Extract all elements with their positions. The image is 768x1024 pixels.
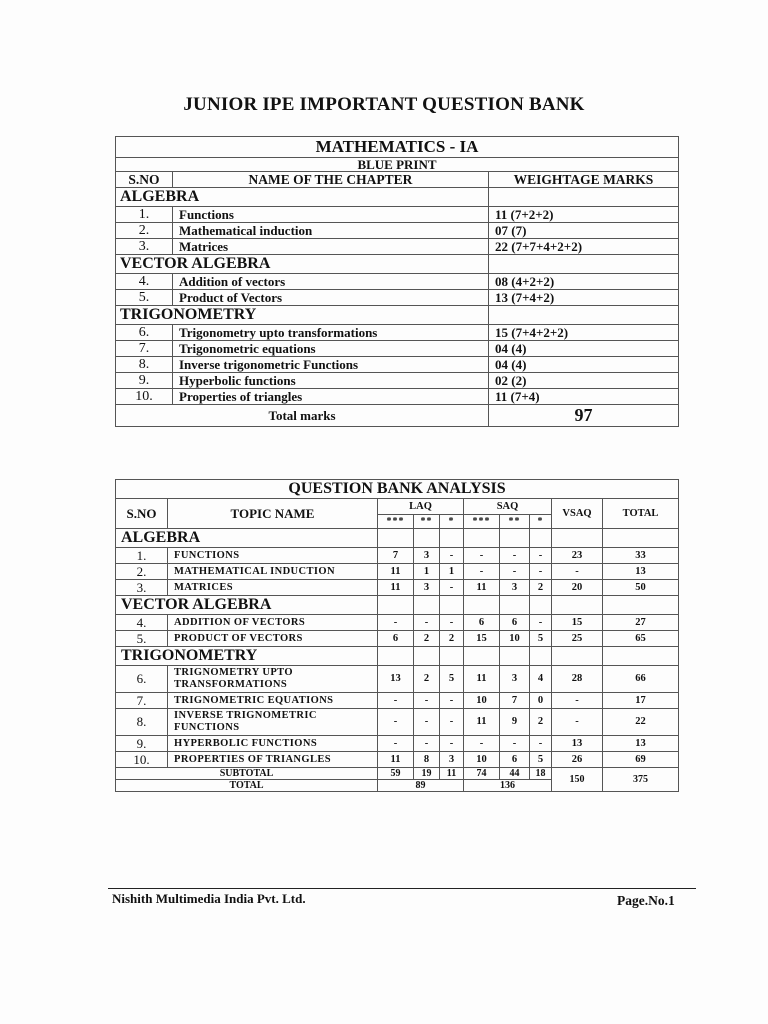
analysis-topic-row	[116, 580, 679, 596]
chapter-sno: 2.	[116, 223, 173, 239]
topic-count: -	[464, 736, 500, 752]
analysis-section-blank	[603, 647, 679, 666]
topic-sno: 8.	[116, 709, 168, 736]
blueprint-title-row	[116, 137, 679, 158]
analysis-section-blank	[378, 529, 414, 548]
chapter-sno: 8.	[116, 357, 173, 373]
subtotal-value: 11	[440, 768, 464, 780]
saq-header: SAQ	[464, 499, 552, 515]
blueprint-section-row	[116, 255, 679, 274]
topic-count: -	[440, 548, 464, 564]
blueprint-chapter-row	[116, 373, 679, 389]
analysis-topic-row	[116, 631, 679, 647]
chapter-weightage: 04 (4)	[489, 357, 679, 373]
topic-count: 5	[440, 666, 464, 693]
topic-count: 27	[603, 615, 679, 631]
topic-count: 28	[552, 666, 603, 693]
topic-count: 7	[378, 548, 414, 564]
footer-divider	[108, 888, 696, 889]
chapter-weightage: 22 (7+7+4+2+2)	[489, 239, 679, 255]
topic-count: -	[440, 709, 464, 736]
topic-count: 6	[464, 615, 500, 631]
analysis-topic-row	[116, 615, 679, 631]
blueprint-section-blank	[489, 306, 679, 325]
blueprint-chapter-row	[116, 207, 679, 223]
topic-count: 10	[464, 693, 500, 709]
analysis-section-row	[116, 596, 679, 615]
topic-count: 22	[603, 709, 679, 736]
topic-count: 0	[530, 693, 552, 709]
analysis-section-blank	[603, 529, 679, 548]
analysis-section-blank	[414, 596, 440, 615]
chapter-name: Mathematical induction	[173, 223, 489, 239]
topic-count: 69	[603, 752, 679, 768]
blueprint-section-heading: VECTOR ALGEBRA	[116, 255, 489, 274]
topic-count: 6	[378, 631, 414, 647]
analysis-section-blank	[378, 596, 414, 615]
topic-count: 3	[500, 666, 530, 693]
subtotal-value: 19	[414, 768, 440, 780]
analysis-topic-row	[116, 709, 679, 736]
topic-count: -	[530, 548, 552, 564]
analysis-section-blank	[440, 529, 464, 548]
analysis-section-blank	[530, 647, 552, 666]
topic-count: 2	[440, 631, 464, 647]
topic-count: -	[414, 709, 440, 736]
analysis-section-heading: VECTOR ALGEBRA	[116, 596, 378, 615]
analysis-topic-row	[116, 666, 679, 693]
subtotal-value: 59	[378, 768, 414, 780]
topic-count: -	[552, 693, 603, 709]
star-level-header: **	[414, 515, 440, 529]
analysis-section-blank	[464, 647, 500, 666]
blueprint-column-header: NAME OF THE CHAPTER	[173, 172, 489, 188]
topic-count: 11	[464, 580, 500, 596]
topic-name: FUNCTIONS	[168, 548, 378, 564]
blueprint-column-header: WEIGHTAGE MARKS	[489, 172, 679, 188]
blueprint-table	[115, 136, 679, 427]
topic-count: 5	[530, 631, 552, 647]
topic-count: -	[500, 564, 530, 580]
topic-count: -	[500, 736, 530, 752]
topic-sno: 3.	[116, 580, 168, 596]
blueprint-chapter-row	[116, 357, 679, 373]
chapter-sno: 7.	[116, 341, 173, 357]
analysis-topic-row	[116, 736, 679, 752]
vsaq-total: 150	[552, 768, 603, 792]
topic-count: 26	[552, 752, 603, 768]
topic-count: -	[530, 564, 552, 580]
topic-name: INVERSE TRIGNOMETRIC FUNCTIONS	[168, 709, 378, 736]
topic-name: PRODUCT OF VECTORS	[168, 631, 378, 647]
star-level-header: *	[530, 515, 552, 529]
total-marks-label: Total marks	[116, 405, 489, 427]
topic-count: 13	[603, 564, 679, 580]
topic-count: 6	[500, 615, 530, 631]
chapter-sno: 6.	[116, 325, 173, 341]
topic-count: -	[414, 615, 440, 631]
chapter-name: Properties of triangles	[173, 389, 489, 405]
grand-total: 375	[603, 768, 679, 792]
chapter-name: Trigonometry upto transformations	[173, 325, 489, 341]
topic-count: -	[440, 580, 464, 596]
topic-name: TRIGNOMETRIC EQUATIONS	[168, 693, 378, 709]
chapter-name: Product of Vectors	[173, 290, 489, 306]
footer-page-number: Page.No.1	[617, 893, 675, 908]
topic-count: -	[530, 736, 552, 752]
blueprint-section-row	[116, 306, 679, 325]
topic-count: 2	[530, 709, 552, 736]
analysis-topic-header: TOPIC NAME	[168, 499, 378, 529]
topic-count: 15	[552, 615, 603, 631]
analysis-section-blank	[530, 596, 552, 615]
analysis-section-heading: TRIGONOMETRY	[116, 647, 378, 666]
topic-count: 5	[530, 752, 552, 768]
topic-sno: 2.	[116, 564, 168, 580]
topic-count: 2	[414, 666, 440, 693]
analysis-section-blank	[552, 529, 603, 548]
topic-count: -	[414, 736, 440, 752]
analysis-table	[115, 479, 679, 792]
topic-sno: 4.	[116, 615, 168, 631]
blueprint-subtitle-row	[116, 158, 679, 172]
topic-count: -	[378, 709, 414, 736]
topic-count: 2	[414, 631, 440, 647]
subtotal-row	[116, 768, 679, 780]
topic-count: 2	[530, 580, 552, 596]
star-level-header: ***	[464, 515, 500, 529]
blueprint-subtitle: BLUE PRINT	[116, 158, 679, 172]
topic-count: 11	[464, 666, 500, 693]
chapter-name: Trigonometric equations	[173, 341, 489, 357]
topic-count: 11	[464, 709, 500, 736]
topic-count: 33	[603, 548, 679, 564]
topic-count: 65	[603, 631, 679, 647]
topic-count: 10	[464, 752, 500, 768]
analysis-title-row	[116, 480, 679, 499]
page-title: JUNIOR IPE IMPORTANT QUESTION BANK	[183, 94, 585, 115]
topic-count: 50	[603, 580, 679, 596]
chapter-sno: 1.	[116, 207, 173, 223]
analysis-section-row	[116, 529, 679, 548]
topic-count: -	[552, 564, 603, 580]
analysis-topic-row	[116, 548, 679, 564]
analysis-section-blank	[500, 596, 530, 615]
topic-count: 23	[552, 548, 603, 564]
chapter-weightage: 15 (7+4+2+2)	[489, 325, 679, 341]
chapter-weightage: 02 (2)	[489, 373, 679, 389]
chapter-weightage: 07 (7)	[489, 223, 679, 239]
blueprint-section-heading: TRIGONOMETRY	[116, 306, 489, 325]
analysis-section-blank	[440, 647, 464, 666]
topic-name: MATRICES	[168, 580, 378, 596]
total-label: TOTAL	[116, 780, 378, 792]
subtotal-value: 44	[500, 768, 530, 780]
topic-count: 15	[464, 631, 500, 647]
analysis-section-blank	[552, 647, 603, 666]
analysis-topic-row	[116, 564, 679, 580]
topic-sno: 7.	[116, 693, 168, 709]
blueprint-total-row	[116, 405, 679, 427]
topic-count: -	[464, 548, 500, 564]
analysis-section-blank	[464, 596, 500, 615]
analysis-section-blank	[500, 647, 530, 666]
saq-total: 136	[464, 780, 552, 792]
topic-count: -	[552, 709, 603, 736]
blueprint-header-row	[116, 172, 679, 188]
topic-count: -	[464, 564, 500, 580]
chapter-name: Addition of vectors	[173, 274, 489, 290]
topic-name: ADDITION OF VECTORS	[168, 615, 378, 631]
topic-count: 17	[603, 693, 679, 709]
topic-count: 3	[440, 752, 464, 768]
analysis-section-blank	[603, 596, 679, 615]
topic-count: 1	[414, 564, 440, 580]
analysis-section-blank	[552, 596, 603, 615]
laq-total: 89	[378, 780, 464, 792]
topic-count: 13	[552, 736, 603, 752]
topic-count: 13	[378, 666, 414, 693]
topic-name: HYPERBOLIC FUNCTIONS	[168, 736, 378, 752]
blueprint-column-header: S.NO	[116, 172, 173, 188]
analysis-section-blank	[414, 647, 440, 666]
topic-count: 20	[552, 580, 603, 596]
topic-count: 66	[603, 666, 679, 693]
chapter-weightage: 04 (4)	[489, 341, 679, 357]
star-level-header: **	[500, 515, 530, 529]
analysis-sno-header: S.NO	[116, 499, 168, 529]
blueprint-chapter-row	[116, 239, 679, 255]
topic-count: -	[440, 615, 464, 631]
topic-count: -	[440, 736, 464, 752]
blueprint-chapter-row	[116, 223, 679, 239]
blueprint-title: MATHEMATICS - IA	[116, 137, 679, 158]
topic-count: 6	[500, 752, 530, 768]
topic-count: -	[530, 615, 552, 631]
chapter-name: Functions	[173, 207, 489, 223]
subtotal-value: 74	[464, 768, 500, 780]
chapter-name: Hyperbolic functions	[173, 373, 489, 389]
analysis-topic-row	[116, 752, 679, 768]
blueprint-chapter-row	[116, 341, 679, 357]
total-marks-value: 97	[489, 405, 679, 427]
star-level-header: ***	[378, 515, 414, 529]
blueprint-chapter-row	[116, 290, 679, 306]
topic-count: 4	[530, 666, 552, 693]
chapter-sno: 9.	[116, 373, 173, 389]
topic-count: 3	[414, 580, 440, 596]
topic-count: 10	[500, 631, 530, 647]
blueprint-section-blank	[489, 188, 679, 207]
chapter-sno: 4.	[116, 274, 173, 290]
chapter-sno: 5.	[116, 290, 173, 306]
analysis-section-row	[116, 647, 679, 666]
chapter-name: Matrices	[173, 239, 489, 255]
blueprint-section-heading: ALGEBRA	[116, 188, 489, 207]
topic-count: -	[414, 693, 440, 709]
analysis-section-blank	[530, 529, 552, 548]
vsaq-header: VSAQ	[552, 499, 603, 529]
topic-name: MATHEMATICAL INDUCTION	[168, 564, 378, 580]
topic-name: PROPERTIES OF TRIANGLES	[168, 752, 378, 768]
blueprint-section-blank	[489, 255, 679, 274]
footer-company: Nishith Multimedia India Pvt. Ltd.	[112, 891, 306, 906]
topic-count: 8	[414, 752, 440, 768]
blueprint-chapter-row	[116, 389, 679, 405]
topic-sno: 1.	[116, 548, 168, 564]
blueprint-section-row	[116, 188, 679, 207]
topic-count: -	[500, 548, 530, 564]
subtotal-value: 18	[530, 768, 552, 780]
blueprint-chapter-row	[116, 325, 679, 341]
topic-count: -	[378, 693, 414, 709]
analysis-topic-row	[116, 693, 679, 709]
topic-count: 25	[552, 631, 603, 647]
analysis-header-row	[116, 499, 679, 515]
topic-count: 11	[378, 752, 414, 768]
topic-name: TRIGNOMETRY UPTO TRANSFORMATIONS	[168, 666, 378, 693]
chapter-weightage: 11 (7+4)	[489, 389, 679, 405]
topic-count: -	[378, 615, 414, 631]
topic-count: 1	[440, 564, 464, 580]
topic-count: 3	[414, 548, 440, 564]
topic-count: -	[378, 736, 414, 752]
chapter-sno: 10.	[116, 389, 173, 405]
topic-count: 7	[500, 693, 530, 709]
topic-count: 13	[603, 736, 679, 752]
topic-sno: 6.	[116, 666, 168, 693]
chapter-name: Inverse trigonometric Functions	[173, 357, 489, 373]
total-header: TOTAL	[603, 499, 679, 529]
analysis-section-heading: ALGEBRA	[116, 529, 378, 548]
topic-sno: 10.	[116, 752, 168, 768]
blueprint-chapter-row	[116, 274, 679, 290]
topic-count: 11	[378, 564, 414, 580]
topic-count: 3	[500, 580, 530, 596]
topic-count: -	[440, 693, 464, 709]
chapter-weightage: 13 (7+4+2)	[489, 290, 679, 306]
laq-header: LAQ	[378, 499, 464, 515]
chapter-weightage: 11 (7+2+2)	[489, 207, 679, 223]
analysis-section-blank	[500, 529, 530, 548]
analysis-section-blank	[378, 647, 414, 666]
analysis-section-blank	[440, 596, 464, 615]
chapter-sno: 3.	[116, 239, 173, 255]
topic-count: 9	[500, 709, 530, 736]
analysis-section-blank	[414, 529, 440, 548]
topic-sno: 5.	[116, 631, 168, 647]
topic-count: 11	[378, 580, 414, 596]
star-level-header: *	[440, 515, 464, 529]
chapter-weightage: 08 (4+2+2)	[489, 274, 679, 290]
analysis-title: QUESTION BANK ANALYSIS	[116, 480, 679, 499]
analysis-section-blank	[464, 529, 500, 548]
topic-sno: 9.	[116, 736, 168, 752]
subtotal-label: SUBTOTAL	[116, 768, 378, 780]
